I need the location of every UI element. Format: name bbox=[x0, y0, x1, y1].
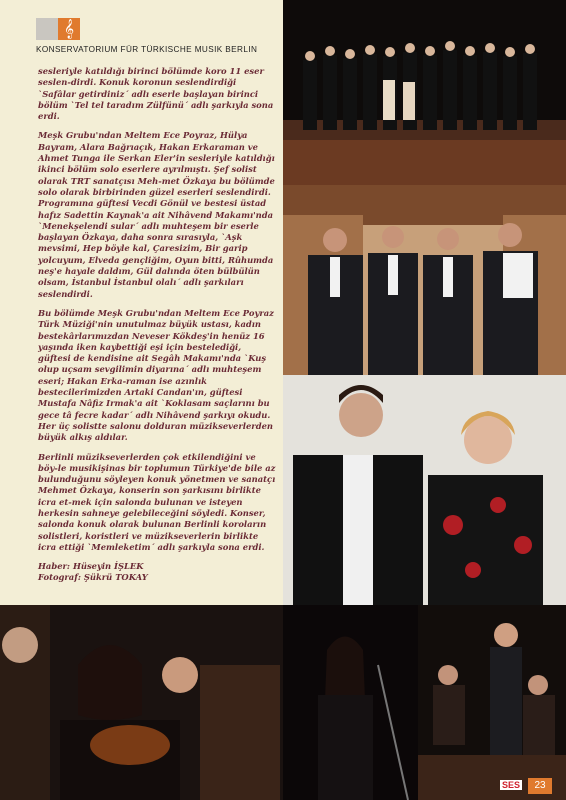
soloists-photo bbox=[283, 185, 566, 375]
news-credit: Haber: Hüseyin İŞLEK bbox=[38, 561, 144, 572]
credits bbox=[38, 561, 276, 584]
guests-portrait-photo bbox=[283, 375, 566, 605]
article-body bbox=[38, 66, 276, 584]
photo-credit: Fotograf: Şükrü TOKAY bbox=[38, 572, 148, 583]
magazine-brand: SES bbox=[501, 780, 520, 790]
conservatory-logo bbox=[36, 18, 80, 40]
article-paragraph: Bu bölümde Meşk Grubu'ndan Meltem Ece Poyraz Türk Müziği'nin unutulmaz büyük ustası, kadın bestekârlarımızdan Neveser Kökdeş'in henüz 16 yaşında iken kaybettiği eşi için bestelediği, güftesi de kendisine ait Segâh Makamı'nda `Kuş olup uçsam sevgilimin diyarına´ adlı muhteşem eseri; Hakan Erka-raman ise azınlık bestecilerimizden Artaki Candan'ın, güftesi Mustafa Nâfiz Irmak'a ait `Koklasam saçlarını bu gece tâ fecre kadar´ adlı Nihâvend şarkıyı okudu. Her üç solistte salonu dolduran müzikseverlerden büyük alkış aldılar. bbox=[38, 307, 274, 443]
female-singer-photo bbox=[283, 605, 418, 800]
treble-clef-icon: 𝄞 bbox=[63, 19, 75, 39]
page-header bbox=[36, 18, 280, 58]
choir-stage-photo bbox=[283, 0, 566, 185]
violinist-photo bbox=[0, 605, 283, 800]
male-singer-photo bbox=[418, 605, 566, 800]
page-number: 23 bbox=[528, 778, 552, 794]
article-paragraph: Meşk Grubu'ndan Meltem Ece Poyraz, Hülya Bayram, Alara Bağrıaçık, Hakan Erkaraman ve Ahmet Tunga ile Serkan Eler'in sesleriyle katıldığı ikinci bölüm solo eserlere ayrılmıştı. Şef solist olarak TRT sanatçısı Meh-met Özkaya bu bölümde solo olarak birbirinden güzel eserleri seslendirdi. Programına güftesi Vecdi Gönül ve bestesi üstad hafız Sadettin Kaynak'a ait Nihâvend Makamı'nda `Menekşelendi sular´ adlı muhteşem bir eserle başlayan Özkaya, daha sonra sırasıyla, `Aşk mevsimi, Hep böyle kal, Çaresizim, Bir garip yolcuyum, Elveda gençliğim, Oyun bitti, Rûhumda neş'e hayale daldım, Gül dalında öten bülbülün olsam, İstanbul İstanbul olalı´ adlı şarkıları seslendirdi. bbox=[38, 130, 275, 299]
organization-name: KONSERVATORIUM FÜR TÜRKISCHE MUSIK BERLIN bbox=[36, 45, 258, 54]
article-paragraph: Berlinli müzikseverlerden çok etkilendiğini ve böy-le musikişinas bir toplumun Türkiye'de bile az bulunduğunu söyleyen konuk yönetmen ve sanatçı Mehmet Özkaya, konserin son şarkısını birlikte icra et-mek için salonda bulunan ve isteyen herkesin sahneye gelebileceğini söyledi. Konser, salonda konuk olarak bulunan Berlinli koroların solistleri, koristleri ve müzikseverlerin birlikte icra ettiği `Memleketim´ adlı şarkıyla sona erdi. bbox=[38, 451, 276, 552]
article-paragraph: sesleriyle katıldığı birinci bölümde koro 11 eser seslen-dirdi. Konuk koronun seslendirdiği `Safâlar getirdiniz´ adlı eserle başlayan birinci bölüm `Tel tel taradım Zülfünü´ adlı şarkıyla sona erdi. bbox=[38, 66, 274, 122]
text-column bbox=[0, 0, 283, 605]
